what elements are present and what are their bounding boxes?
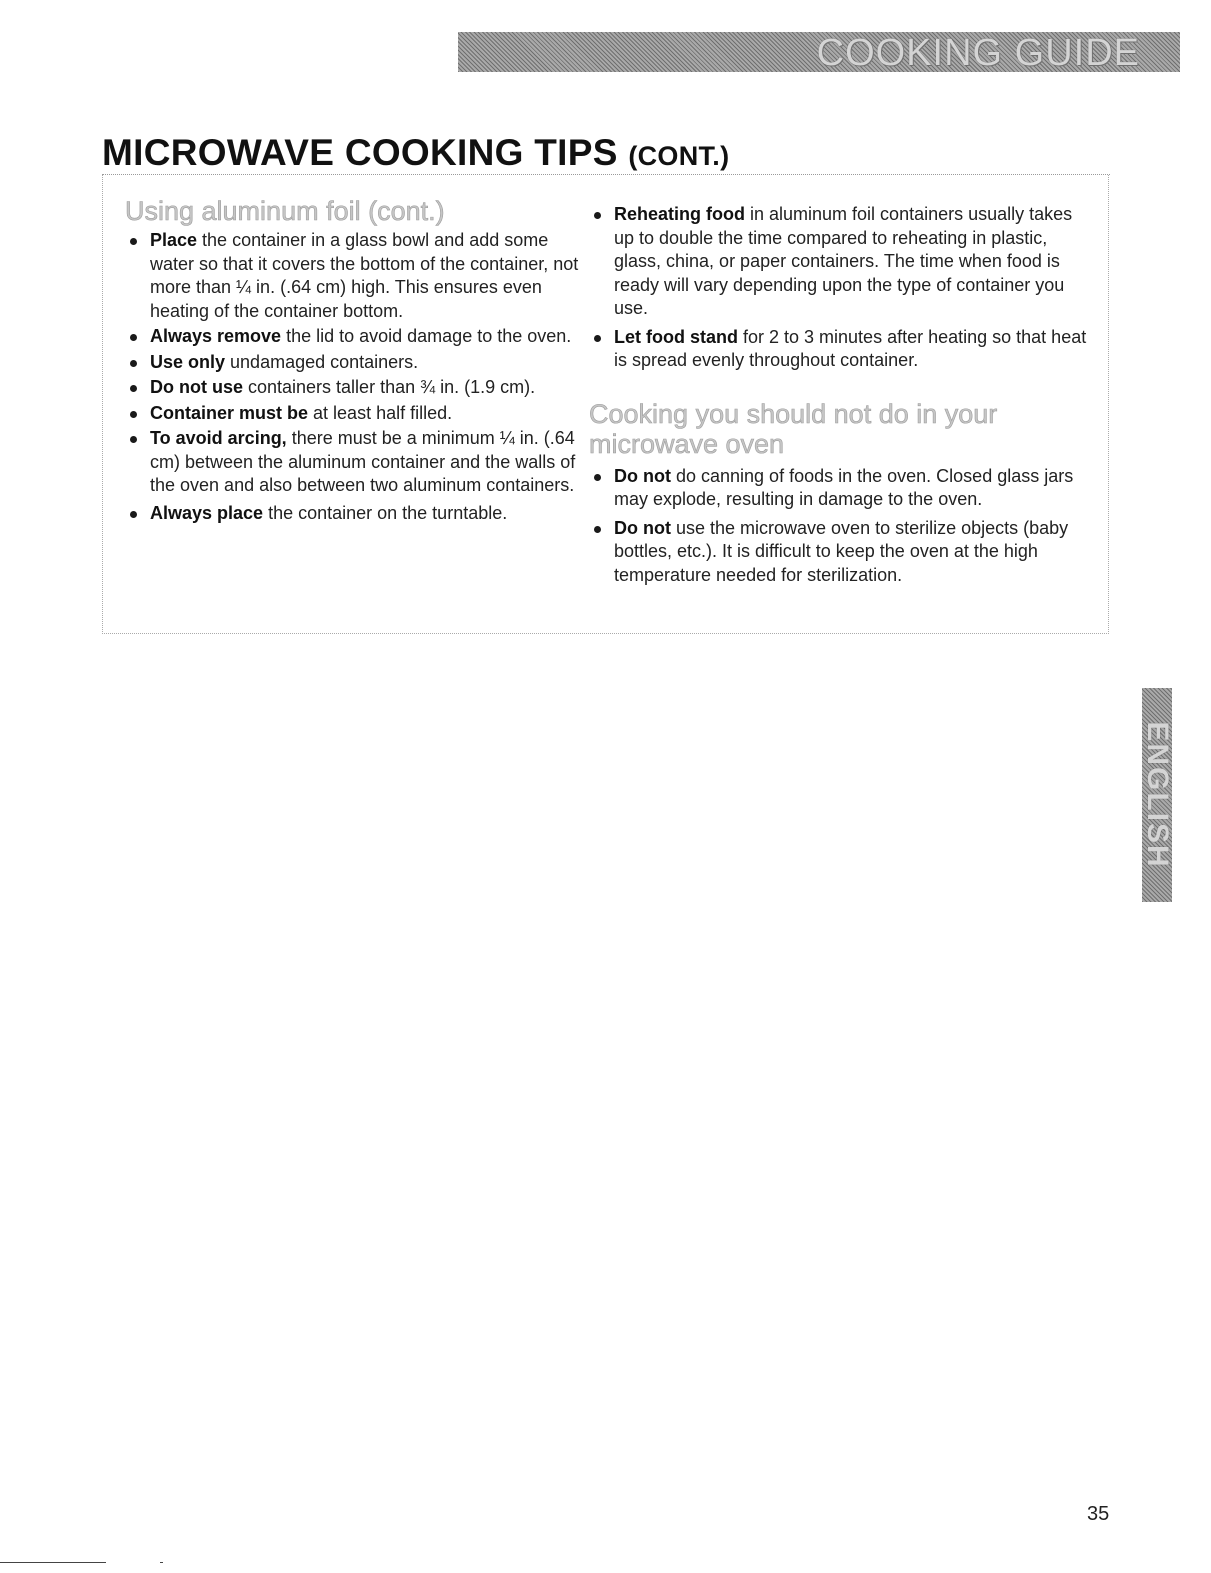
page-title-suffix: (CONT.) xyxy=(628,141,730,171)
section-heading-cooking-not-to-do: Cooking you should not do in your microwave oven xyxy=(589,398,998,459)
tip-item-lead: Always place xyxy=(150,502,264,523)
footer-tick xyxy=(160,1562,163,1563)
tip-item-text: for 2 to 3 minutes after heating so that heat is spread evenly throughout container. xyxy=(614,326,1087,370)
tip-item-lead: Reheating food xyxy=(614,204,745,224)
tip-item-lead: Always remove xyxy=(150,326,282,346)
footer-rule xyxy=(0,1562,106,1563)
language-side-tab-label: ENGLISH xyxy=(1141,721,1174,869)
tip-item xyxy=(125,376,595,400)
tip-item-text: the container on the turntable. xyxy=(263,502,508,523)
tip-item-lead: Do not xyxy=(614,465,671,486)
tip-item-text: in aluminum foil containers usually takes up to double the time compared to reheating in plastic, glass, china, or paper containers. The time when food is ready will vary depending upon the type of container you use. xyxy=(614,204,1073,318)
tips-box xyxy=(102,175,1109,634)
tip-item xyxy=(589,203,1089,321)
page-title-main: MICROWAVE COOKING TIPS xyxy=(102,132,618,173)
tip-item-lead: Let food stand xyxy=(614,326,738,347)
left-column xyxy=(125,195,595,525)
tip-item-lead: Place xyxy=(150,230,198,250)
tip-item xyxy=(125,325,595,349)
tip-item-text: undamaged containers. xyxy=(225,351,419,372)
tip-item-text: at least half filled. xyxy=(308,402,453,423)
right-bottom-tip-list xyxy=(589,465,1089,588)
right-column xyxy=(589,203,1089,587)
tip-item xyxy=(125,229,595,323)
tip-item xyxy=(589,326,1089,373)
tip-item-text: do canning of foods in the oven. Closed glass jars may explode, resulting in damage to the oven. xyxy=(614,465,1074,509)
language-side-tab xyxy=(1142,688,1172,902)
tip-item-lead: Do not use xyxy=(150,377,243,397)
tip-item-text: the lid to avoid damage to the oven. xyxy=(281,326,572,346)
page-title xyxy=(102,132,729,174)
page-number: 35 xyxy=(1087,1503,1110,1525)
tip-item-lead: Do not xyxy=(614,517,671,538)
tip-item xyxy=(589,517,1089,588)
tip-item-text: the container in a glass bowl and add some water so that it covers the bottom of the container, not more than ¼ in. (.64 cm) high. This ensures even heating of the container bottom. xyxy=(150,230,579,321)
header-band xyxy=(458,32,1180,72)
tip-item-lead: Use only xyxy=(150,351,226,372)
left-tip-list xyxy=(125,229,595,525)
tip-item-text: containers taller than ¾ in. (1.9 cm). xyxy=(243,377,536,397)
tip-item xyxy=(125,502,595,526)
section-heading-aluminum-foil: Using aluminum foil (cont.) xyxy=(125,196,445,226)
tip-item xyxy=(125,402,595,426)
tip-item xyxy=(589,465,1089,512)
tip-item xyxy=(125,351,595,375)
tip-item-lead: Container must be xyxy=(150,402,309,423)
tip-item xyxy=(125,427,595,498)
tip-item-text: there must be a minimum ¼ in. (.64 cm) between the aluminum container and the walls of the oven and also between two aluminum containers. xyxy=(150,428,576,495)
right-top-tip-list xyxy=(589,203,1089,373)
tip-item-text: use the microwave oven to sterilize objects (baby bottles, etc.). It is difficult to keep the oven at the high temperature needed for sterilization. xyxy=(614,517,1069,585)
tip-item-lead: To avoid arcing, xyxy=(150,428,287,448)
header-title: COOKING GUIDE xyxy=(816,32,1140,74)
